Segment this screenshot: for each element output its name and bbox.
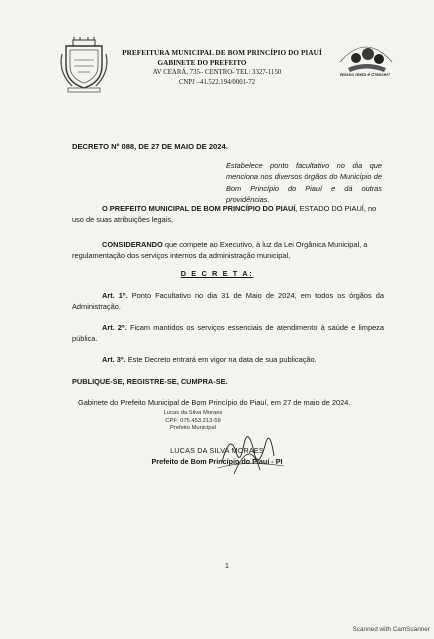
letterhead-address: AV CEARÁ, 735– CENTRO- TEL: 3327-1150 — [152, 69, 282, 76]
stamp-name: Lucas da Silva Moraes — [163, 410, 223, 416]
article-1 — [72, 290, 384, 312]
stamp-role: Prefeito Municipal — [169, 425, 217, 432]
logo-slogan: Nosso meta é Crescer! — [340, 72, 390, 77]
considering-bold: CONSIDERANDO — [102, 240, 163, 249]
article-1-text: Ponto Facultativo no dia 31 de Maio de 2024, em todos os órgãos da Administração. — [72, 291, 384, 311]
article-2-label: Art. 2º. — [102, 323, 127, 332]
scanner-watermark: Scanned with CamScanner — [352, 626, 430, 633]
letterhead-subtitle: GABINETE DO PREFEITO — [157, 59, 247, 67]
letterhead — [112, 48, 332, 88]
article-2-text: Ficam mantidos os serviços essenciais de atendimento à saúde e limpeza pública. — [72, 323, 384, 343]
article-2 — [72, 322, 384, 344]
article-3 — [72, 354, 384, 365]
place-and-date: Gabinete do Prefeito Municipal de Bom Princípio do Piauí, em 27 de maio de 2024. — [78, 398, 351, 407]
letterhead-title: PREFEITURA MUNICIPAL DE BOM PRINCÍPIO DO PIAUÍ — [122, 49, 322, 57]
decreta-heading: D E C R E T A: — [180, 269, 254, 278]
letterhead-cnpj: CNPJ –41.522.194/0001-72 — [178, 79, 256, 86]
signatory-name: LUCAS DA SILVA MORAES — [170, 446, 264, 455]
considering-text: que compete ao Executivo, à luz da Lei Orgânica Municipal, a regulamentação dos serviços internos da administração municipal, — [72, 240, 368, 260]
preamble-paragraph — [72, 203, 384, 225]
decree-summary: Estabelece ponto facultativo no dia que menciona nos diversos órgãos do Município de Bom Princípio do Piauí e dá outras providências. — [226, 161, 382, 204]
considering-paragraph — [72, 239, 384, 261]
decree-title: DECRETO Nº 088, DE 27 DE MAIO DE 2024. — [72, 142, 228, 151]
publish-clause: PUBLIQUE-SE, REGISTRE-SE, CUMPRA-SE. — [72, 377, 228, 386]
preamble-bold: O PREFEITO MUNICIPAL DE BOM PRINCÍPIO DO PIAUÍ — [102, 204, 296, 213]
signatory-role: Prefeito de Bom Princípio do Piauí - PI — [151, 457, 283, 466]
preamble-text: , ESTADO DO PIAUÍ, no uso de suas atribuições legais, — [72, 204, 377, 224]
article-3-label: Art. 3º. — [102, 355, 126, 364]
page-number: 1 — [225, 563, 229, 570]
article-1-label: Art. 1º. — [102, 291, 128, 300]
article-3-text: Este Decreto entrará em vigor na data de sua publicação. — [125, 355, 317, 364]
stamp-cpf: CPF: 075.453.213-59 — [165, 417, 221, 424]
